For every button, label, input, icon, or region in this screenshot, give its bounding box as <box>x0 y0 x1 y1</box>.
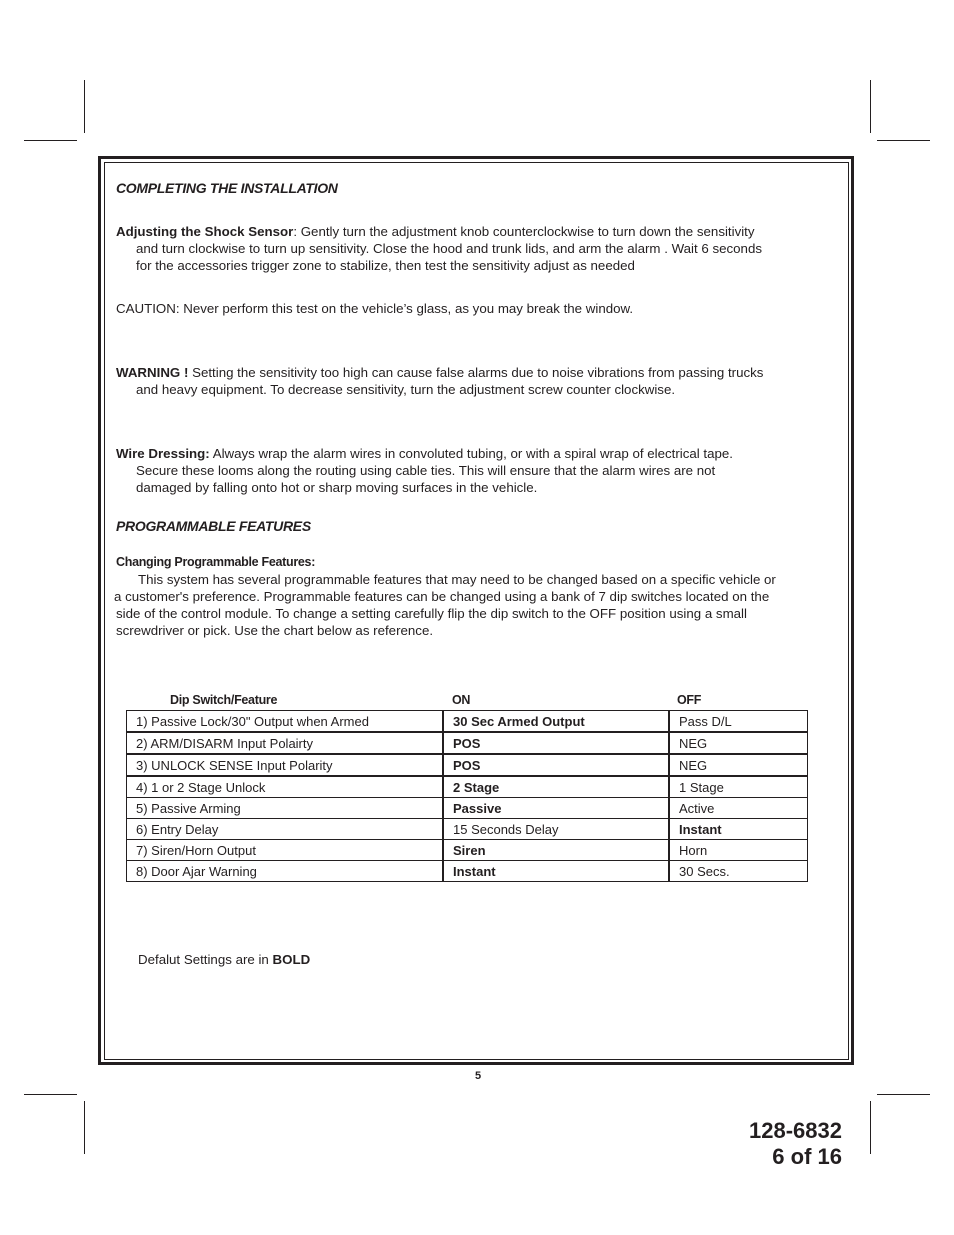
programmable-line-4: screwdriver or pick. Use the chart below as reference. <box>116 623 434 638</box>
on-cell: 2 Stage <box>443 776 669 798</box>
warning-line-2: and heavy equipment. To decrease sensitivity, turn the adjustment screw counter clockwise. <box>136 382 676 397</box>
on-cell: Instant <box>443 861 669 882</box>
feature-cell: 4) 1 or 2 Stage Unlock <box>127 776 444 798</box>
programmable-paragraph <box>116 571 828 639</box>
off-cell: NEG <box>669 754 808 776</box>
on-cell: 15 Seconds Delay <box>443 819 669 840</box>
feature-cell: 5) Passive Arming <box>127 798 444 819</box>
off-cell: 1 Stage <box>669 776 808 798</box>
shock-sensor-paragraph <box>116 223 828 274</box>
table-row <box>127 776 808 798</box>
warning-paragraph <box>116 364 828 398</box>
dip-switch-table <box>126 710 808 882</box>
on-cell: 30 Sec Armed Output <box>443 711 669 733</box>
caution-paragraph <box>116 300 828 317</box>
programmable-line-3: side of the control module. To change a setting carefully flip the dip switch to the OFF position using a small <box>116 606 747 621</box>
off-cell: Horn <box>669 840 808 861</box>
crop-mark-bottom-right-v <box>870 1101 871 1154</box>
feature-cell: 8) Door Ajar Warning <box>127 861 444 882</box>
table-header-on: ON <box>452 693 471 707</box>
page-of-count: 6 of 16 <box>772 1144 842 1169</box>
table-row <box>127 840 808 861</box>
off-cell: 30 Secs. <box>669 861 808 882</box>
off-cell: NEG <box>669 732 808 754</box>
table-header-off: OFF <box>677 693 702 707</box>
changing-features-subhead: Changing Programmable Features: <box>116 555 316 569</box>
wire-dressing-line-1: Always wrap the alarm wires in convoluted tubing, or with a spiral wrap of electrical tape. <box>209 446 733 461</box>
table-row <box>127 798 808 819</box>
programmable-line-2: a customer's preference. Programmable features can be changed using a bank of 7 dip switches located on the <box>114 589 770 604</box>
on-cell: Siren <box>443 840 669 861</box>
off-cell: Instant <box>669 819 808 840</box>
crop-mark-top-left-v <box>84 80 85 133</box>
crop-mark-top-right-v <box>870 80 871 133</box>
page-number: 5 <box>474 1070 482 1082</box>
shock-sensor-label: Adjusting the Shock Sensor <box>116 224 294 239</box>
feature-cell: 3) UNLOCK SENSE Input Polarity <box>127 754 444 776</box>
table-row <box>127 819 808 840</box>
default-settings-prefix: Defalut Settings are in <box>138 952 273 967</box>
crop-mark-bottom-left-v <box>84 1101 85 1154</box>
off-cell: Pass D/L <box>669 711 808 733</box>
caution-text: CAUTION: Never perform this test on the vehicle’s glass, as you may break the window. <box>116 301 634 316</box>
warning-label: WARNING ! <box>116 365 189 380</box>
table-row <box>127 711 808 733</box>
feature-cell: 7) Siren/Horn Output <box>127 840 444 861</box>
section-title-programmable: PROGRAMMABLE FEATURES <box>116 518 311 534</box>
table-header-feature: Dip Switch/Feature <box>170 693 278 707</box>
default-settings-bold: BOLD <box>272 952 311 967</box>
wire-dressing-line-3: damaged by falling onto hot or sharp moving surfaces in the vehicle. <box>136 480 538 495</box>
programmable-line-1: This system has several programmable features that may need to be changed based on a specific vehicle or <box>138 572 776 587</box>
document-id-block <box>749 1118 842 1170</box>
section-title-completing: COMPLETING THE INSTALLATION <box>116 180 338 196</box>
table-row <box>127 754 808 776</box>
wire-dressing-label: Wire Dressing: <box>116 446 210 461</box>
shock-sensor-line-1: : Gently turn the adjustment knob counterclockwise to turn down the sensitivity <box>293 224 755 239</box>
table-row <box>127 732 808 754</box>
wire-dressing-paragraph <box>116 445 828 496</box>
warning-line-1: Setting the sensitivity too high can cause false alarms due to noise vibrations from passing trucks <box>188 365 764 380</box>
feature-cell: 1) Passive Lock/30" Output when Armed <box>127 711 444 733</box>
on-cell: POS <box>443 732 669 754</box>
crop-mark-bottom-right-h <box>877 1094 930 1095</box>
crop-mark-top-left-h <box>24 140 77 141</box>
shock-sensor-line-3: for the accessories trigger zone to stabilize, then test the sensitivity adjust as needed <box>136 258 635 273</box>
feature-cell: 2) ARM/DISARM Input Polairty <box>127 732 444 754</box>
wire-dressing-line-2: Secure these looms along the routing using cable ties. This will ensure that the alarm wires are not <box>136 463 716 478</box>
feature-cell: 6) Entry Delay <box>127 819 444 840</box>
on-cell: Passive <box>443 798 669 819</box>
on-cell: POS <box>443 754 669 776</box>
crop-mark-top-right-h <box>877 140 930 141</box>
off-cell: Active <box>669 798 808 819</box>
default-settings-note <box>138 952 310 967</box>
crop-mark-bottom-left-h <box>24 1094 77 1095</box>
shock-sensor-line-2: and turn clockwise to turn up sensitivity. Close the hood and trunk lids, and arm the alarm . Wait 6 seconds <box>136 241 762 256</box>
table-row <box>127 861 808 882</box>
document-id: 128-6832 <box>749 1118 842 1143</box>
